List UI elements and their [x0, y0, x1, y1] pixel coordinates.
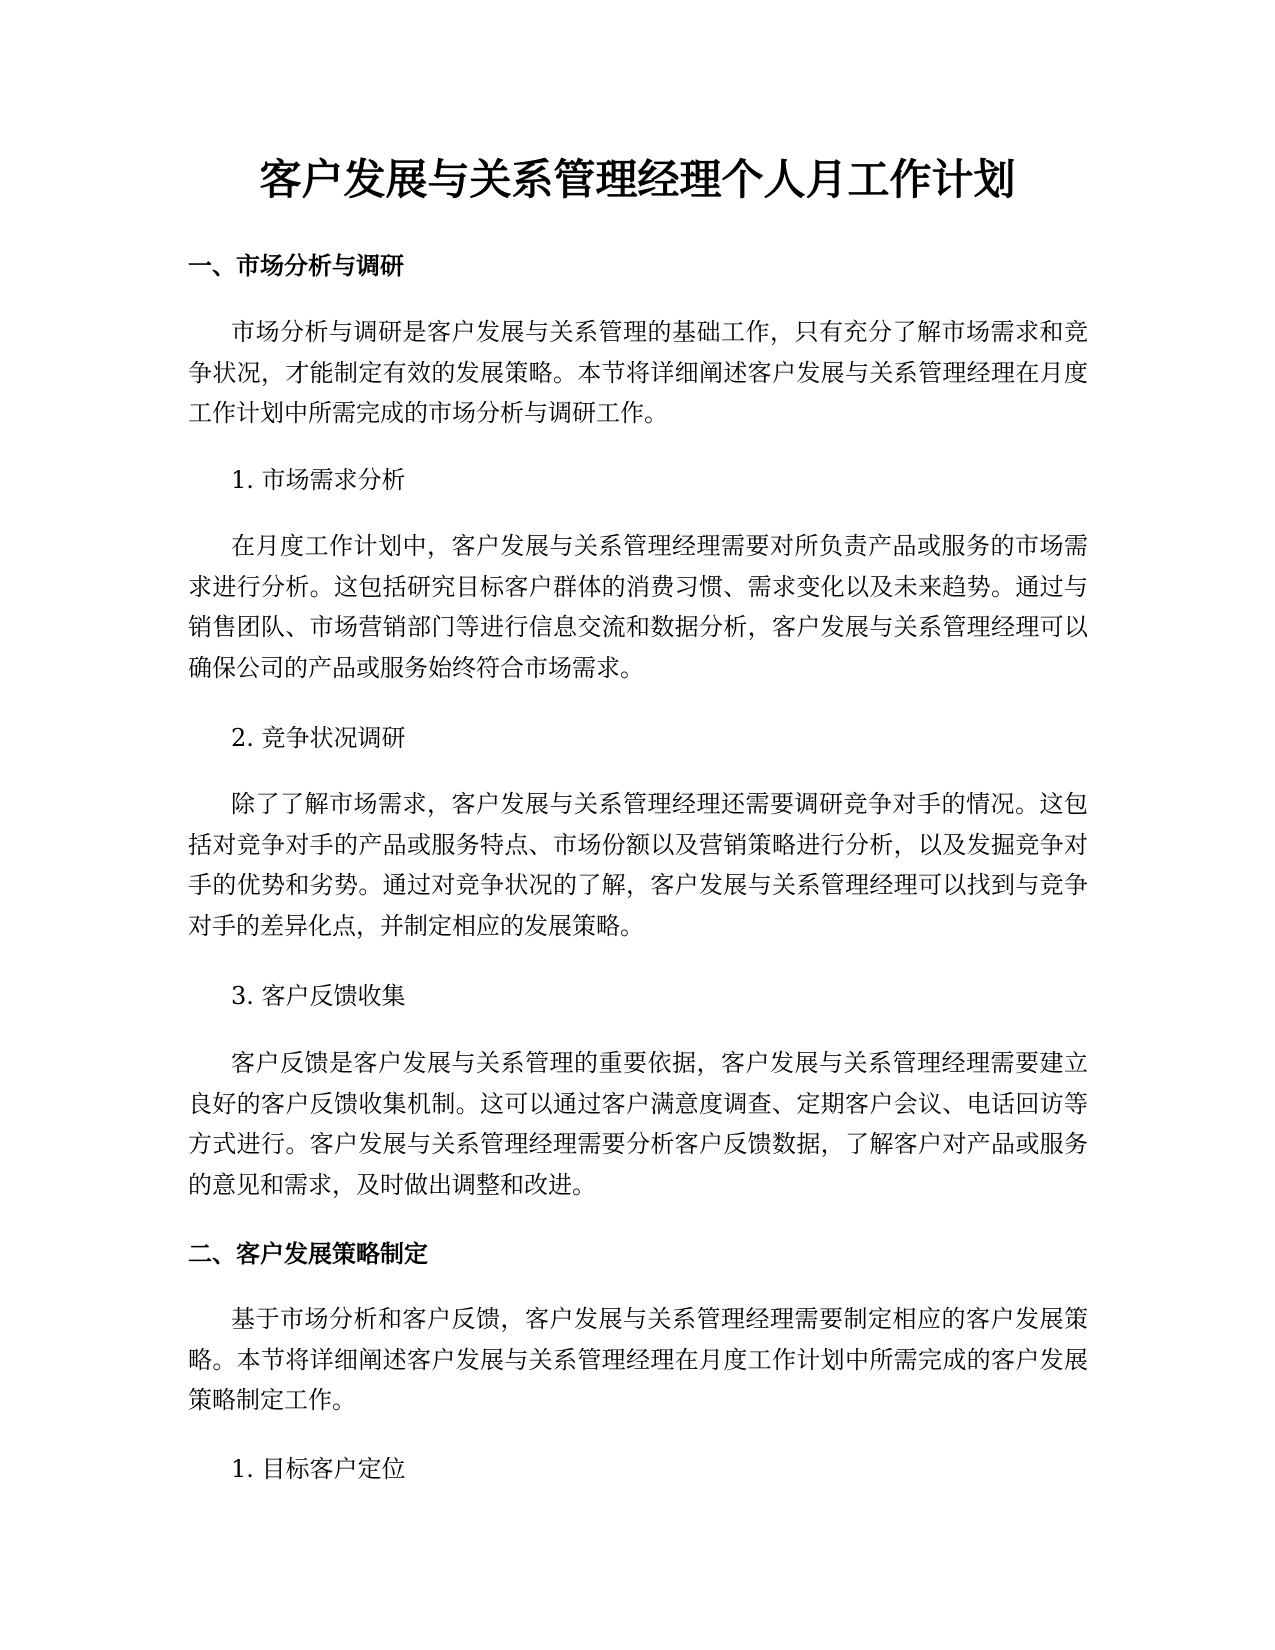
section-heading-strategy: 二、客户发展策略制定 — [188, 1240, 428, 1268]
section-heading-market-analysis: 一、市场分析与调研 — [188, 252, 404, 280]
subsection-label-target-customer: 1. 目标客户定位 — [231, 1455, 406, 1483]
subsection-paragraph-customer-feedback: 客户反馈是客户发展与关系管理的重要依据，客户发展与关系管理经理需要建立良好的客户反馈收集机制。这可以通过客户满意度调查、定期客户会议、电话回访等方式进行。客户发展与关系管理经理需要分析客户反馈数据，了解客户对产品或服务的意见和需求，及时做出调整和改进。 — [188, 1049, 1088, 1199]
subsection-label-market-demand: 1. 市场需求分析 — [231, 466, 406, 494]
document-title: 客户发展与关系管理经理个人月工作计划 — [259, 155, 1016, 204]
subsection-paragraph-market-demand: 在月度工作计划中，客户发展与关系管理经理需要对所负责产品或服务的市场需求进行分析。这包括研究目标客户群体的消费习惯、需求变化以及未来趋势。通过与销售团队、市场营销部门等进行信息交流和数据分析，客户发展与关系管理经理可以确保公司的产品或服务始终符合市场需求。 — [188, 532, 1088, 682]
subsection-label-competition: 2. 竞争状况调研 — [231, 724, 406, 752]
subsection-paragraph-competition: 除了了解市场需求，客户发展与关系管理经理还需要调研竞争对手的情况。这包括对竞争对手的产品或服务特点、市场份额以及营销策略进行分析，以及发掘竞争对手的优势和劣势。通过对竞争状况的了解，客户发展与关系管理经理可以找到与竞争对手的差异化点，并制定相应的发展策略。 — [188, 790, 1088, 940]
section-intro-paragraph: 市场分析与调研是客户发展与关系管理的基础工作，只有充分了解市场需求和竞争状况，才能制定有效的发展策略。本节将详细阐述客户发展与关系管理经理在月度工作计划中所需完成的市场分析与调研工作。 — [188, 318, 1088, 428]
section-intro-paragraph-strategy: 基于市场分析和客户反馈，客户发展与关系管理经理需要制定相应的客户发展策略。本节将详细阐述客户发展与关系管理经理在月度工作计划中所需完成的客户发展策略制定工作。 — [188, 1305, 1088, 1415]
subsection-label-customer-feedback: 3. 客户反馈收集 — [231, 982, 406, 1010]
